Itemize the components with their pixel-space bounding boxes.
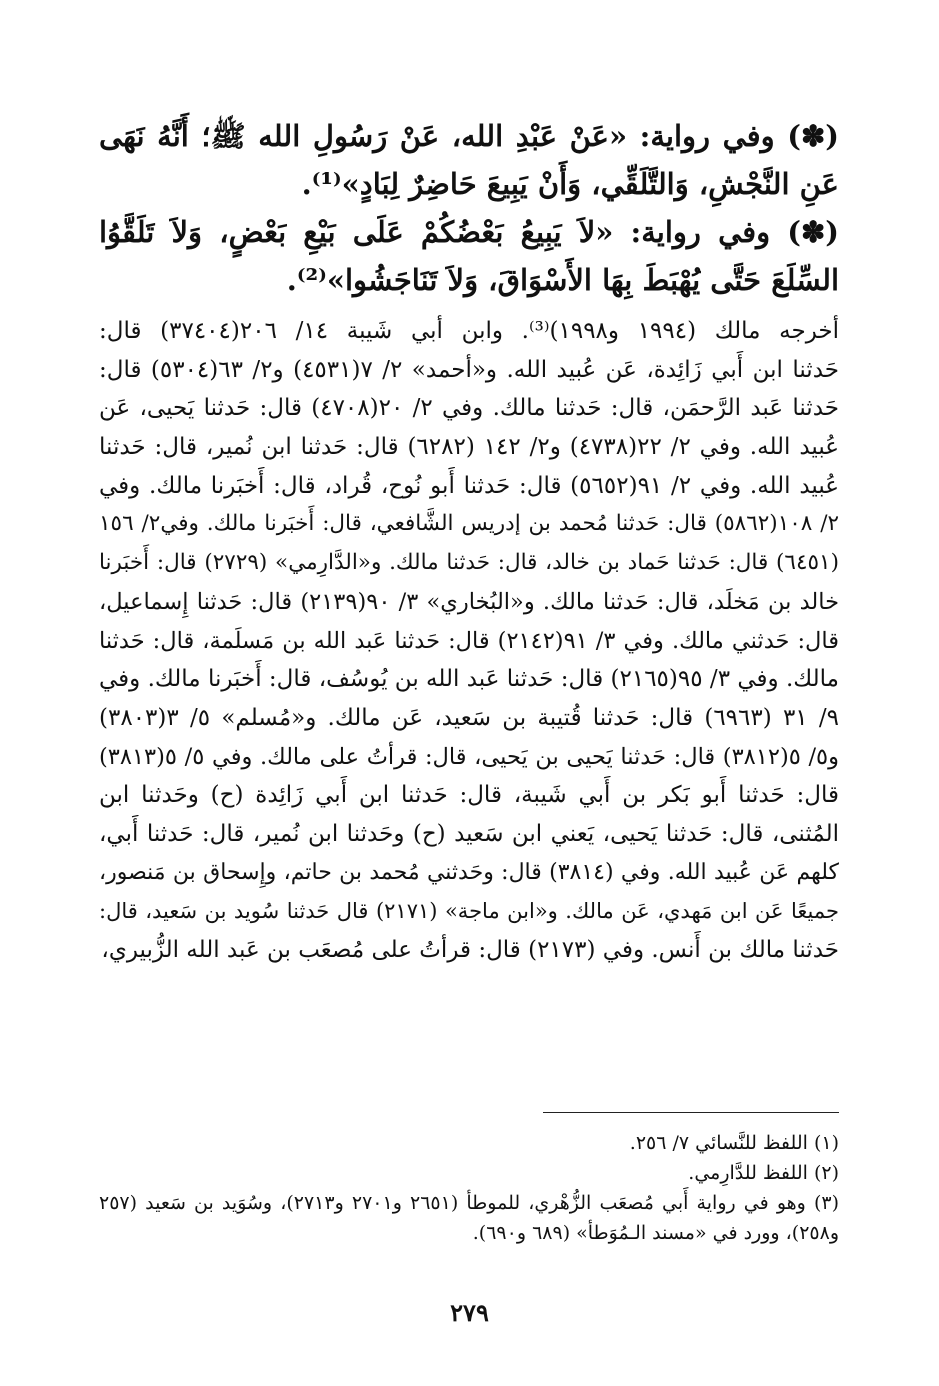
- takhrij-line: حَدثنا مالك بن أَنس. وفي (٢١٧٣) قال: قرأتُ على مُصعَب بن عَبد الله الزُّبيري،: [101, 937, 839, 963]
- takhrij-line: ٩/ ٣١ (٦٩٦٣) قال: حَدثنا قُتيبة بن سَعيد، عَن مالك. و«مُسلم» ٥/ ٣(٣٨٠٣): [99, 704, 839, 731]
- takhrij-line: كلهم عَن عُبيد الله. وفي (٣٨١٤) قال: وحَدثني مُحمد بن حاتم، وإِسحاق بن مَنصور،: [99, 859, 839, 885]
- takhrij-line: و٥/ ٥(٣٨١٢) قال: حَدثنا يَحيى بن يَحيى، قال: قرأتُ على مالك. وفي ٥/ ٥(٣٨١٣): [99, 743, 839, 770]
- footnote-3: (٣) وهو في رواية أَبي مُصعَب الزُّهْري، للموطأ (٢٦٥١ و٢٧٠١ و٢٧١٣)، وسُوَيد بن سَعيد (٢٥٧ و٢٥٨)، وورد في «مسند الـمُوَطأ» (٦٨٩ و٦٩٠).: [99, 1192, 839, 1244]
- takhrij-line: حَدثنا ابن أَبي زَائِدة، عَن عُبيد الله. و«أحمد» ٢/ ٧(٤٥٣١) و٢/ ٦٣(٥٣٠٤) قال:: [99, 356, 839, 383]
- takhrij-paragraph: [99, 312, 839, 970]
- takhrij-line: عُبيد الله. وفي ٢/ ٩١(٥٦٥٢) قال: حَدثنا أَبو نُوح، قُراد، قال: أَخبَرنا مالك. وفي: [99, 472, 839, 499]
- takhrij-line: عُبيد الله. وفي ٢/ ٢٢(٤٧٣٨) و٢/ ١٤٢ (٦٢٨٢) قال: حَدثنا ابن نُمير، قال: حَدثنا: [99, 434, 839, 461]
- page-number: ٢٧٩: [450, 1298, 489, 1327]
- takhrij-line: أخرجه مالك (١٩٩٤ و١٩٩٨)⁽³⁾. وابن أبي شَيبة ١٤/ ٢٠٦(٣٧٤٠٤) قال:: [99, 318, 839, 344]
- takhrij-line: مالك. وفي ٣/ ٩٥(٢١٦٥) قال: حَدثنا عَبد الله بن يُوسُف، قال: أَخبَرنا مالك. وفي: [99, 666, 839, 693]
- takhrij-line: ٢/ ١٠٨(٥٨٦٢) قال: حَدثنا مُحمد بن إدريس الشَّافعي، قال: أَخبَرنا مالك. وفي٢/ ١٥٦: [99, 511, 839, 537]
- takhrij-line: حَدثنا عَبد الرَّحمَن، قال: حَدثنا مالك. وفي ٢/ ٢٠(٤٧٠٨) قال: حَدثنا يَحيى، عَن: [99, 395, 839, 422]
- takhrij-line: جميعًا عَن ابن مَهدي، عَن مالك. و«ابن ماجة» (٢١٧١) قال حَدثنا سُويد بن سَعيد، قال:: [99, 899, 839, 924]
- takhrij-line: قال: حَدثني مالك. وفي ٣/ ٩١(٢١٤٢) قال: حَدثنا عَبد الله بن مَسلَمة، قال: حَدثنا: [99, 627, 839, 654]
- takhrij-line: قال: حَدثنا أَبو بَكر بن أَبي شَيبة، قال: حَدثنا ابن أَبي زَائِدة (ح) وحَدثنا ابن: [99, 782, 839, 809]
- footnote-separator: [543, 1112, 839, 1113]
- takhrij-line: (٦٤٥١) قال: حَدثنا حَماد بن خالد، قال: حَدثنا مالك. و«الدَّارِمي» (٢٧٢٩) قال: أَخبَرنا: [99, 550, 839, 576]
- hadith-narration-2: (✽) وفي رواية: «لاَ يَبِيعُ بَعْضُكُمْ عَلَى بَيْعِ بَعْضٍ، وَلاَ تَلَقَّوُا السِّلَعَ حَتَّى يُهْبَطَ بِهَا الأَسْوَاقَ، وَلاَ تَنَاجَشُوا»⁽²⁾.: [99, 215, 839, 297]
- takhrij-line: المُثنى، قال: حَدثنا يَحيى، يَعني ابن سَعيد (ح) وحَدثنا ابن نُمير، قال: حَدثنا أَبي،: [99, 820, 839, 847]
- hadith-narration-1: (✽) وفي رواية: «عَنْ عَبْدِ الله، عَنْ رَسُولِ الله ﷺ؛ أَنَّهُ نَهَى عَنِ النَّجْشِ، وَالتَّلَقِّي، وَأَنْ يَبِيعَ حَاضِرٌ لِبَادٍ»⁽¹⁾.: [99, 119, 839, 201]
- takhrij-line: خالد بن مَخلَد، قال: حَدثنا مالك. و«البُخاري» ٣/ ٩٠(٢١٣٩) قال: حَدثنا إِسماعيل،: [99, 588, 839, 615]
- footnotes: [99, 1128, 839, 1248]
- footnote-2: (٢) اللفظ للدَّارِمي.: [688, 1162, 839, 1184]
- footnote-1: (١) اللفظ للنَّسائي ٧/ ٢٥٦.: [629, 1132, 839, 1154]
